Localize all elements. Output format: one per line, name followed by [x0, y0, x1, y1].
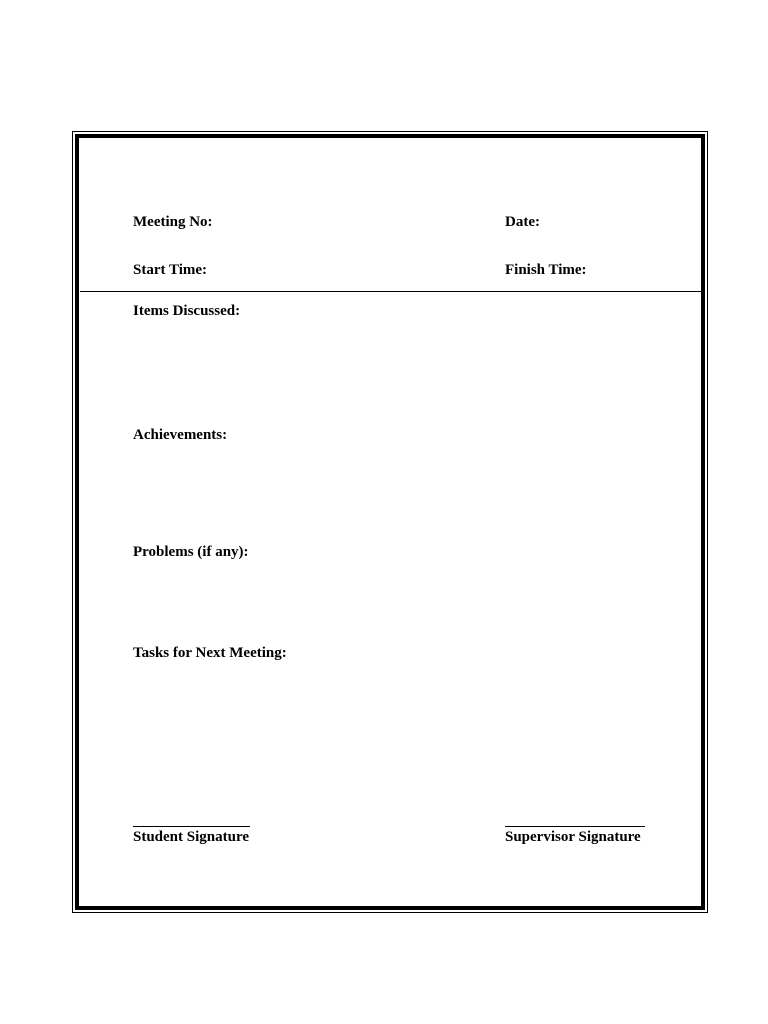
page-border-inner [75, 134, 705, 910]
achievements-label: Achievements: [133, 427, 228, 443]
supervisor-signature-line [505, 826, 645, 827]
finish-time-label: Finish Time: [505, 262, 587, 278]
start-time-label: Start Time: [133, 262, 208, 278]
student-signature-label: Student Signature [133, 829, 250, 845]
tasks-next-meeting-label: Tasks for Next Meeting: [133, 645, 287, 661]
supervisor-signature-label: Supervisor Signature [505, 829, 641, 845]
date-label: Date: [505, 214, 540, 230]
items-discussed-label: Items Discussed: [133, 303, 241, 319]
student-signature-line [133, 826, 250, 827]
meeting-no-label: Meeting No: [133, 214, 213, 230]
problems-label: Problems (if any): [133, 544, 249, 560]
header-divider [80, 291, 704, 292]
